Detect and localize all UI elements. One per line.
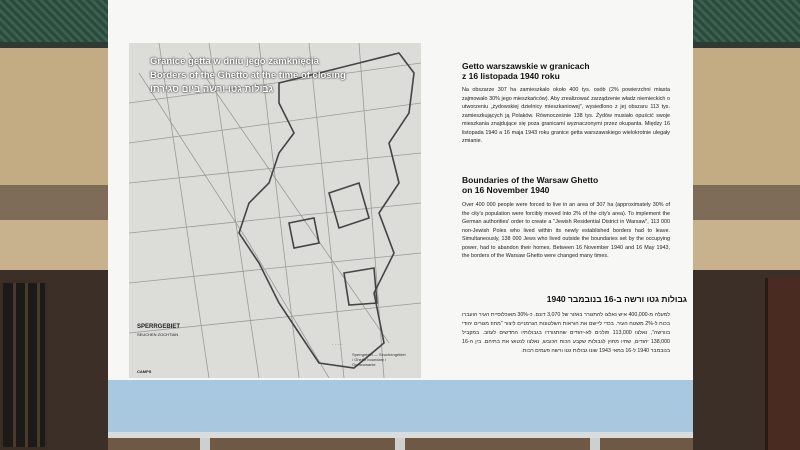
board-blue-strip [108, 380, 693, 435]
hebrew-body: למעלה מ-400,000 איש נאלצו להתגורר באזור של 3,070 דונם. כ-30% מאוכלוסיית העיר הועברו בכוח ל-2% משטח העיר. בכדי ליישם את הוראות השלטונות הגרמניים ליצור "מחוז מגורים יהודי בוורשה", נאלצו 113,000 פולנים לא-יהודים שהתגוררו בגבולותיו החדשים לעזוב. במקביל 138,000 יהודים, שחיו מחוץ לגבולות שקבע הכוח הכובש, נאלצו לנטוש את בתיהם. בין ה-16 בנובמבר 1940 ל-16 במאי 1943 שונו גבולות גטו ורשה פעמים רבות. [462, 312, 671, 354]
hebrew-title: גבולות גטו ורשה ב-16 בנובמבר 1940 [546, 294, 687, 304]
english-body: Over 400 000 people were forced to live in an area of 307 ha (approximately 30% of the city's population were forcibly moved into 2% of the city's area). To implement the German authorities' order to create a "Jewish Residential District in Warsaw", 113 000 non-Jewish Poles who lived within its newly established borders had to leave. Simultaneously, 138 000 Jews who lived outside the boundaries set by the occupying power, had to abandon their homes. Between 16 November 1940 and 16 May 1943, the borders of the Warsaw Ghetto were changed many times. [462, 202, 670, 259]
wooden-door [765, 278, 800, 450]
map-title-hebrew: גבולות גטו ורשה ביום סגירתו [150, 84, 274, 95]
barred-window [0, 280, 48, 450]
legend-sub-text: SEUCHEN ZOCHTIAN [137, 332, 179, 337]
map-title-polish: Granice getta w dniu jego zamknięcia [150, 56, 319, 67]
board-post [395, 438, 405, 450]
map-legend-label [137, 324, 180, 375]
map-note: Sperrgebiet — Seuchengebiet / Ghetto boundary / Opracowanie [352, 352, 406, 367]
board-post [590, 438, 600, 450]
english-title-line2: on 16 November 1940 [462, 185, 550, 195]
map-red-mark: · · · · [332, 342, 343, 348]
polish-title-line2: z 16 listopada 1940 roku [462, 71, 560, 81]
polish-title [462, 61, 590, 81]
map-title-english: Borders of the Ghetto at the time of closing [150, 70, 346, 81]
map-corner-text: CAMPS [137, 369, 152, 374]
green-net-right [693, 0, 800, 42]
english-title-line1: Boundaries of the Warsaw Ghetto [462, 175, 599, 185]
green-net-left [0, 0, 108, 42]
board-post [200, 438, 210, 450]
polish-body: Na obszarze 307 ha zamieszkało około 400 tys. osób (2% powierzchni miasta zajmowało 30% jego mieszkańców). Aby zrealizować zarządzenie władz niemieckich o utworzeniu „żydowskiej dzielnicy mieszkaniowej”, wysiedlono z jej obszaru 113 tys. zamieszkujących ją Polaków. Równocześnie 138 tys. Żydów musiało opuścić swoje mieszkania znajdujące się poza granicami wyznaczonymi przez okupanta. Między 16 listopada 1940 a 16 maja 1943 roku granice getta warszawskiego wielokrotnie ulegały zmianie. [462, 87, 670, 144]
english-title [462, 175, 598, 195]
polish-title-line1: Getto warszawskie w granicach [462, 61, 590, 71]
legend-label-text: SPERRGEBIET [137, 324, 181, 330]
